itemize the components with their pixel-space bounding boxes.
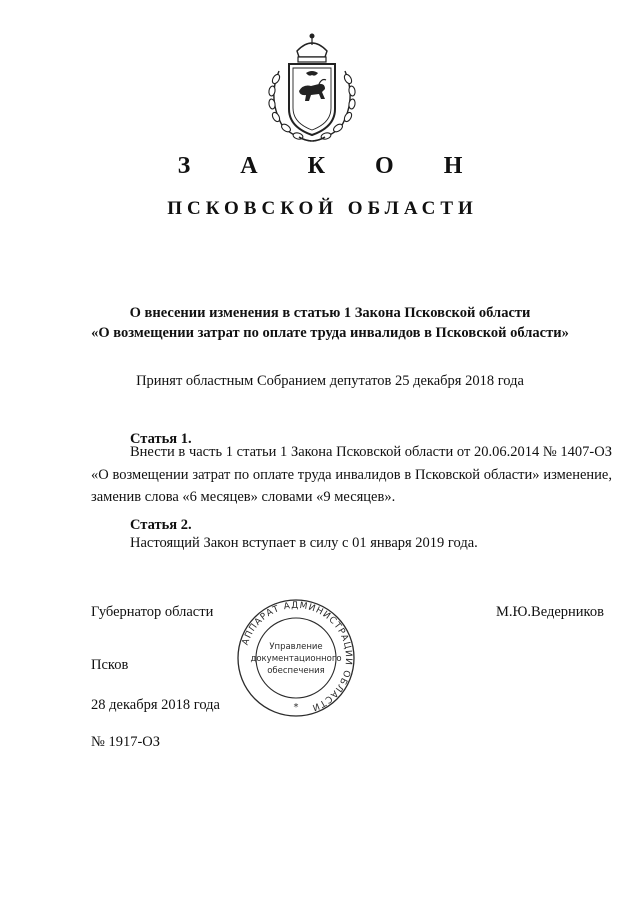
stamp-ring-text: АППАРАТ АДМИНИСТРАЦИИ ОБЛАСТИ [240, 600, 354, 713]
document-type-title: З А К О Н [177, 153, 485, 179]
stamp-line-1: Управление [269, 642, 323, 652]
article-2-text: Настоящий Закон вступает в силу с 01 января 2019 года. [130, 535, 478, 551]
signing-city: Псков [91, 657, 129, 673]
adoption-note: Принят областным Собранием депутатов 25 декабря 2018 года [136, 373, 524, 389]
article-1-body: Внести в часть 1 статьи 1 Закона Псковской области от 20.06.2014 № 1407-ОЗ «О возмещении затрат по оплате труда инвалидов в Псковской области» изменение, заменив слова «6 месяцев» словами «9 месяцев». [91, 444, 612, 505]
stamp-star-icon: * [293, 702, 299, 713]
signatory-position: Губернатор области [91, 604, 214, 620]
article-1-text [91, 441, 612, 509]
stamp-line-3: обеспечения [267, 666, 325, 676]
subject-line-2: «О возмещении затрат по оплате труда инвалидов в Псковской области» [91, 325, 569, 341]
signing-date: 28 декабря 2018 года [91, 697, 220, 713]
region-title: ПСКОВСКОЙ ОБЛАСТИ [167, 198, 478, 219]
article-1-heading: Статья 1. [130, 431, 192, 447]
coat-of-arms-icon [259, 29, 365, 148]
official-stamp [233, 596, 359, 719]
subject-line-1: О внесении изменения в статью 1 Закона Псковской области [129, 305, 531, 321]
stamp-line-2: документационного [250, 654, 342, 664]
law-number: № 1917-ОЗ [91, 734, 161, 750]
article-2-heading: Статья 2. [130, 517, 192, 533]
signatory-name: М.Ю.Ведерников [496, 604, 604, 620]
